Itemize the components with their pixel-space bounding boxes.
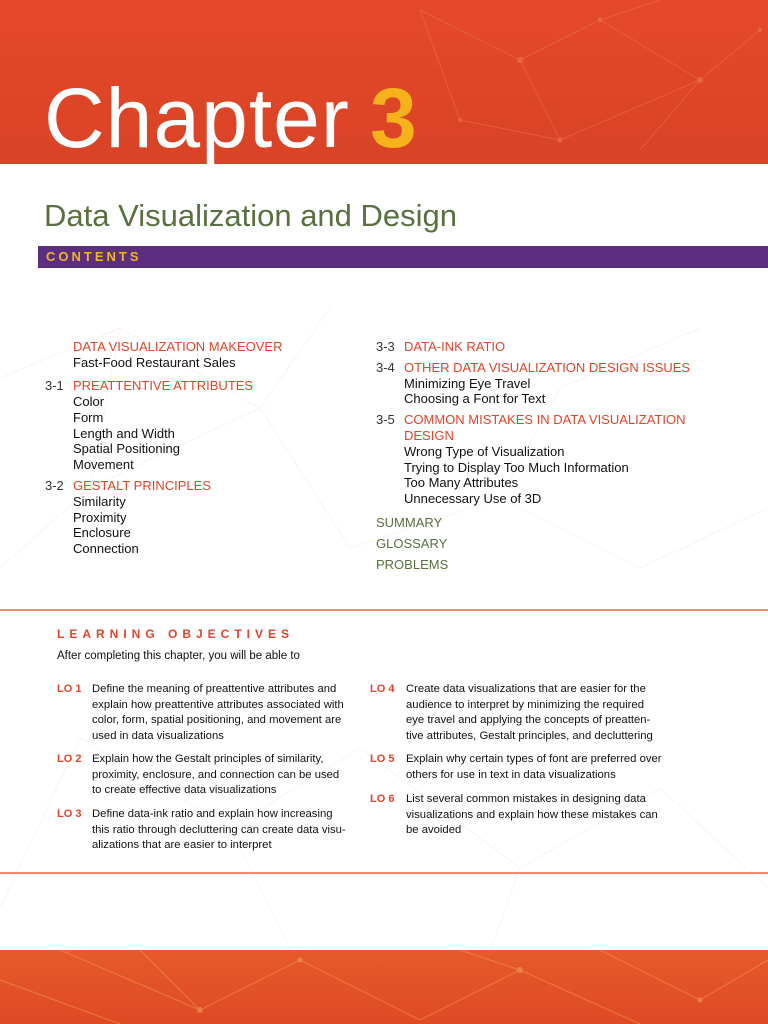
toc-subsection[interactable]: Similarity <box>73 494 126 509</box>
toc-section-title-cont[interactable]: DESIGN <box>404 428 454 443</box>
toc-section-number: 3-2 <box>45 478 64 493</box>
lo-line: Create data visualizations that are easier for the <box>406 683 646 695</box>
toc-section-title[interactable]: PREATTENTIVE ATTRIBUTES <box>73 378 254 393</box>
toc-subsection[interactable]: Minimizing Eye Travel <box>404 376 531 391</box>
lo-line: to create effective data visualizations <box>92 784 277 796</box>
lo-line: explain how preattentive attributes associated with <box>92 698 344 711</box>
lo-line: alizations that are easier to interpret <box>92 839 272 851</box>
lo-text <box>92 752 339 799</box>
toc-subsection[interactable]: Unnecessary Use of 3D <box>404 491 542 506</box>
toc-section-number: 3-1 <box>45 378 64 393</box>
footer-band <box>0 950 768 1024</box>
learning-objectives-heading: LEARNING OBJECTIVES <box>57 627 295 641</box>
toc-summary[interactable]: SUMMARY <box>376 515 443 530</box>
toc-section-title[interactable]: GESTALT PRINCIPLES <box>73 478 211 493</box>
toc-subsection[interactable]: Connection <box>73 541 139 556</box>
toc-section-title[interactable]: DATA-INK RATIO <box>404 339 506 354</box>
toc-subsection[interactable]: Form <box>73 410 104 425</box>
chapter-title: Data Visualization and Design <box>44 198 458 233</box>
lo-line: Define data-ink ratio and explain how increasing <box>92 808 333 820</box>
toc-section-title[interactable]: DATA VISUALIZATION MAKEOVER <box>73 339 283 354</box>
lo-line: be avoided <box>406 824 462 836</box>
lo-line: proximity, enclosure, and connection can be used <box>92 768 340 781</box>
lo-text <box>406 682 653 744</box>
toc-glossary[interactable]: GLOSSARY <box>376 536 448 551</box>
toc-section-number: 3-3 <box>376 339 395 354</box>
toc-subsection[interactable]: Fast-Food Restaurant Sales <box>73 355 236 370</box>
toc-section-number: 3-5 <box>376 412 395 427</box>
toc-section-number: 3-4 <box>376 360 395 375</box>
contents-bar <box>38 246 768 268</box>
lo-line: this ratio through decluttering can create data visu- <box>92 823 346 836</box>
toc-subsection[interactable]: Enclosure <box>73 525 131 540</box>
divider-top <box>0 609 768 611</box>
lo-line: used in data visualizations <box>92 729 224 742</box>
toc-subsection[interactable]: Movement <box>73 457 134 472</box>
toc-subsection[interactable]: Wrong Type of Visualization <box>404 444 565 459</box>
footer-network-graphic <box>0 950 768 1024</box>
contents-label: CONTENTS <box>46 249 142 264</box>
toc-subsection[interactable]: Spatial Positioning <box>73 441 180 456</box>
toc-section-title[interactable]: COMMON MISTAKES IN DATA VISUALIZATION <box>404 412 686 427</box>
chapter-number: 3 <box>370 71 417 165</box>
lo-line: Explain why certain types of font are preferred over <box>406 753 662 765</box>
chapter-word: Chapter <box>44 71 350 165</box>
learning-objectives-intro: After completing this chapter, you will be able to <box>57 650 300 662</box>
toc-subsection[interactable]: Too Many Attributes <box>404 475 519 490</box>
lo-text <box>92 682 344 744</box>
lo-text <box>406 752 662 783</box>
lo-label: LO 5 <box>370 753 395 765</box>
lo-line: visualizations and explain how these mistakes can <box>406 808 658 821</box>
toc-section-title[interactable]: OTHER DATA VISUALIZATION DESIGN ISSUES <box>404 360 691 375</box>
lo-line: eye travel and applying the concepts of preatten- <box>406 714 651 726</box>
divider-bottom <box>0 872 768 874</box>
lo-line: Define the meaning of preattentive attributes and <box>92 683 337 695</box>
lo-label: LO 6 <box>370 793 395 805</box>
toc-subsection[interactable]: Choosing a Font for Text <box>404 391 546 406</box>
lo-label: LO 4 <box>370 683 395 695</box>
lo-line: List several common mistakes in designing data <box>406 793 646 805</box>
toc-problems[interactable]: PROBLEMS <box>376 557 449 572</box>
lo-label: LO 2 <box>57 753 82 765</box>
lo-line: others for use in text in data visualizations <box>406 768 616 781</box>
lo-text <box>92 807 346 854</box>
toc-subsection[interactable]: Color <box>73 394 105 409</box>
toc-subsection[interactable]: Length and Width <box>73 426 175 441</box>
lo-text <box>406 792 658 839</box>
lo-line: audience to interpret by minimizing the required <box>406 698 644 711</box>
toc-subsection[interactable]: Proximity <box>73 510 127 525</box>
lo-line: color, form, spatial positioning, and movement are <box>92 714 342 726</box>
lo-line: tive attributes, Gestalt principles, and decluttering <box>406 729 653 742</box>
lo-label: LO 3 <box>57 808 82 820</box>
lo-line: Explain how the Gestalt principles of similarity, <box>92 753 324 765</box>
lo-label: LO 1 <box>57 683 82 695</box>
toc-subsection[interactable]: Trying to Display Too Much Information <box>404 460 629 475</box>
